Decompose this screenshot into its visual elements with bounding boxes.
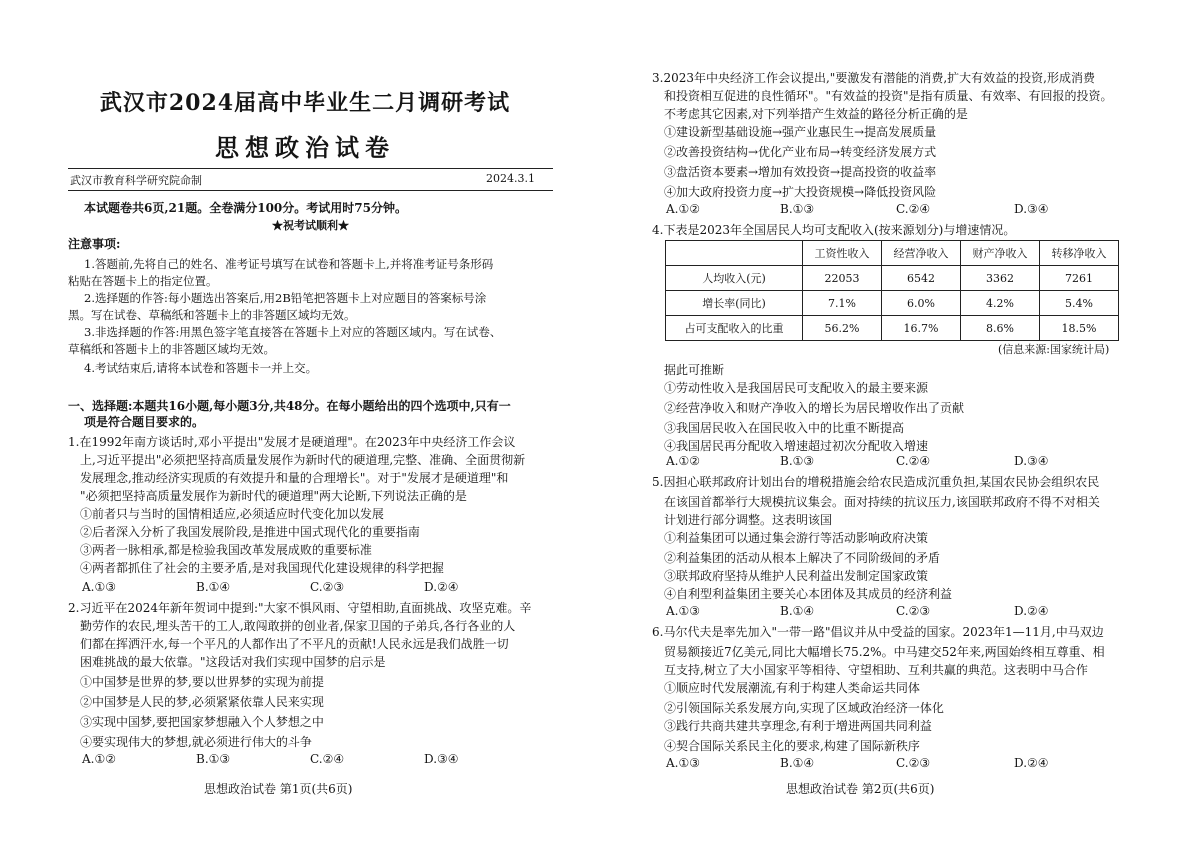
note-line: 草稿纸和答题卡上的非答题区域均无效。 <box>68 342 275 356</box>
option-c[interactable]: C.②④ <box>896 202 931 216</box>
option-c[interactable]: C.②③ <box>896 604 931 618</box>
table-header-row <box>666 241 1119 266</box>
question-4-statement: ④我国居民再分配收入增速超过初次分配收入增速 <box>664 439 929 453</box>
notes-title: 注意事项: <box>68 237 121 251</box>
option-b[interactable]: B.①④ <box>780 604 815 618</box>
exam-intro: 本试题卷共6页,21题。全卷满分100分。考试用时75分钟。 <box>84 201 407 215</box>
question-1-options <box>82 580 459 594</box>
question-3-statement: ④加大政府投资力度→扩大投资规模→降低投资风险 <box>664 185 937 199</box>
table-cell: 8.6% <box>961 316 1040 341</box>
row-label: 占可支配收入的比重 <box>666 316 803 341</box>
header-rule-bottom <box>68 190 553 191</box>
option-a[interactable]: A.①③ <box>82 580 116 594</box>
table-cell: 3362 <box>961 266 1040 291</box>
question-2-text: 们都在挥洒汗水,每一个平凡的人都作出了不平凡的贡献!人民永远是我们战胜一切 <box>80 637 509 651</box>
page-footer: 思想政治试卷 第2页(共6页) <box>786 782 935 796</box>
question-2-statement: ③实现中国梦,要把国家梦想融入个人梦想之中 <box>80 715 324 729</box>
table-cell: 22053 <box>803 266 882 291</box>
note-line: 3.非选择题的作答:用黑色签字笔直接答在答题卡上对应的答题区域内。写在试卷、 <box>84 325 502 339</box>
question-6-text: 贸易额接近7亿美元,同比大幅增长75.2%。中马建交52年来,两国始终相互尊重、相 <box>664 645 1105 659</box>
row-label: 人均收入(元) <box>666 266 803 291</box>
option-c[interactable]: C.②④ <box>896 454 931 468</box>
question-6-statement: ③践行共商共建共享理念,有利于增进两国共同利益 <box>664 719 932 733</box>
option-a[interactable]: A.①③ <box>666 756 700 770</box>
table-cell: 16.7% <box>882 316 961 341</box>
question-5-statement: ④自利型利益集团主要关心本团体及其成员的经济利益 <box>664 587 953 601</box>
question-5-statement: ①利益集团可以通过集会游行等活动影响政府决策 <box>664 531 929 545</box>
option-c[interactable]: C.②③ <box>896 756 931 770</box>
option-b[interactable]: B.①③ <box>780 202 815 216</box>
question-1-statement: ④两者都抓住了社会的主要矛盾,是对我国现代化建设规律的科学把握 <box>80 561 444 575</box>
question-3-text: 不考虑其它因素,对下列举措产生效益的路径分析正确的是 <box>664 107 968 121</box>
question-6-text: 互支持,树立了大小国家平等相待、守望相助、互利共赢的典范。这表明中马合作 <box>664 663 1088 677</box>
table-cell: 18.5% <box>1040 316 1119 341</box>
question-5-statement: ②利益集团的活动从根本上解决了不同阶级间的矛盾 <box>664 551 941 565</box>
table-cell: 7261 <box>1040 266 1119 291</box>
question-4-statement: ③我国居民收入在国民收入中的比重不断提高 <box>664 421 905 435</box>
question-3-statement: ①建设新型基础设施→强产业惠民生→提高发展质量 <box>664 125 937 139</box>
note-line: 粘贴在答题卡上的指定位置。 <box>68 274 218 288</box>
question-1-text: 上,习近平提出"必须把坚持高质量发展作为新时代的硬道理,完整、准确、全面贯彻新 <box>80 453 526 467</box>
option-d[interactable]: D.③④ <box>424 752 459 766</box>
question-1-statement: ②后者深入分析了我国发展阶段,是推进中国式现代化的重要指南 <box>80 525 420 539</box>
table-cell: 7.1% <box>803 291 882 316</box>
question-2-text: 困难挑战的最大依靠。"这段话对我们实现中国梦的启示是 <box>80 655 386 669</box>
exam-title: 武汉市2024届高中毕业生二月调研考试 <box>99 90 511 116</box>
income-table <box>665 240 1119 341</box>
question-6-statement: ④契合国际关系民主化的要求,构建了国际新秩序 <box>664 739 920 753</box>
question-3-statement: ②改善投资结构→优化产业布局→转变经济发展方式 <box>664 145 937 159</box>
question-3-options <box>666 202 1049 216</box>
option-b[interactable]: B.①③ <box>780 454 815 468</box>
question-1-statement: ③两者一脉相承,都是检验我国改革发展成败的重要标准 <box>80 543 372 557</box>
section-heading: 项是符合题目要求的。 <box>84 415 205 429</box>
option-d[interactable]: D.②④ <box>1014 604 1049 618</box>
table-row <box>666 266 1119 291</box>
table-header-cell: 工资性收入 <box>803 241 882 266</box>
table-row <box>666 291 1119 316</box>
page-footer: 思想政治试卷 第1页(共6页) <box>204 782 353 796</box>
table-cell: 6.0% <box>882 291 961 316</box>
blessing-text: ★祝考试顺利★ <box>272 219 349 232</box>
question-2-statement: ④要实现伟大的梦想,就必须进行伟大的斗争 <box>80 735 312 749</box>
option-b[interactable]: B.①③ <box>196 752 231 766</box>
question-4-intro: 4.下表是2023年全国居民人均可支配收入(按来源划分)与增速情况。 <box>652 223 1016 237</box>
question-1-text: "必须把坚持高质量发展作为新时代的硬道理"两大论断,下列说法正确的是 <box>80 489 467 503</box>
option-a[interactable]: A.①② <box>666 202 700 216</box>
exam-page-2 <box>600 0 1200 848</box>
question-6-statement: ②引领国际关系发展方向,实现了区域政治经济一体化 <box>664 701 944 715</box>
question-2-options <box>82 752 459 766</box>
question-2-text: 2.习近平在2024年新年贺词中提到:"大家不惧风雨、守望相助,直面挑战、攻坚克难。辛 <box>68 601 532 615</box>
option-d[interactable]: D.②④ <box>1014 756 1049 770</box>
question-5-text: 5.因担心联邦政府计划出台的增税措施会给农民造成沉重负担,某国农民协会组织农民 <box>652 475 1100 489</box>
option-a[interactable]: A.①② <box>666 454 700 468</box>
option-a[interactable]: A.①② <box>82 752 116 766</box>
option-b[interactable]: B.①④ <box>780 756 815 770</box>
option-d[interactable]: D.③④ <box>1014 202 1049 216</box>
table-header-cell: 财产净收入 <box>961 241 1040 266</box>
table-cell: 56.2% <box>803 316 882 341</box>
option-c[interactable]: C.②④ <box>310 752 345 766</box>
option-d[interactable]: D.②④ <box>424 580 459 594</box>
question-6-text: 6.马尔代夫是率先加入"一带一路"倡议并从中受益的国家。2023年1—11月,中马双边 <box>652 625 1104 639</box>
question-1-text: 发展理念,推动经济实现质的有效提升和量的合理增长"。对于"发展才是硬道理"和 <box>80 471 509 485</box>
data-source: (信息来源:国家统计局) <box>998 343 1110 356</box>
section-heading: 一、选择题:本题共16小题,每小题3分,共48分。在每小题给出的四个选项中,只有一 <box>68 399 511 413</box>
question-1-statement: ①前者只与当时的国情相适应,必须适应时代变化加以发展 <box>80 507 384 521</box>
question-4-text: 据此可推断 <box>664 363 725 377</box>
exam-date: 2024.3.1 <box>486 172 535 185</box>
option-b[interactable]: B.①④ <box>196 580 231 594</box>
question-6-options <box>666 756 1049 770</box>
note-line: 4.考试结束后,请将本试卷和答题卡一并上交。 <box>84 361 318 375</box>
note-line: 黑。写在试卷、草稿纸和答题卡上的非答题区域均无效。 <box>68 308 356 322</box>
publisher-label: 武汉市教育科学研究院命制 <box>70 174 202 187</box>
exam-subject-title: 思想政治试卷 <box>215 133 395 162</box>
question-3-text: 3.2023年中央经济工作会议提出,"要激发有潜能的消费,扩大有效益的投资,形成消费 <box>652 71 1095 85</box>
question-1-text: 1.在1992年南方谈话时,邓小平提出"发展才是硬道理"。在2023年中央经济工作会议 <box>68 435 516 449</box>
question-4-options <box>666 454 1049 468</box>
table-header-cell <box>666 241 803 266</box>
question-2-statement: ②中国梦是人民的梦,必须紧紧依靠人民来实现 <box>80 695 324 709</box>
table-cell: 4.2% <box>961 291 1040 316</box>
row-label: 增长率(同比) <box>666 291 803 316</box>
option-a[interactable]: A.①③ <box>666 604 700 618</box>
option-c[interactable]: C.②③ <box>310 580 345 594</box>
question-3-statement: ③盘活资本要素→增加有效投资→提高投资的收益率 <box>664 165 937 179</box>
option-d[interactable]: D.③④ <box>1014 454 1049 468</box>
header-rule-top <box>68 168 553 169</box>
question-5-statement: ③联邦政府坚持从维护人民利益出发制定国家政策 <box>664 569 929 583</box>
table-header-cell: 转移净收入 <box>1040 241 1119 266</box>
question-2-text: 勤劳作的农民,埋头苦干的工人,敢闯敢拼的创业者,保家卫国的子弟兵,各行各业的人 <box>80 619 516 633</box>
table-cell: 5.4% <box>1040 291 1119 316</box>
note-line: 1.答题前,先将自己的姓名、准考证号填写在试卷和答题卡上,并将准考证号条形码 <box>84 257 494 271</box>
question-5-text: 在该国首都举行大规模抗议集会。面对持续的抗议压力,该国联邦政府不得不对相关 <box>664 495 1100 509</box>
question-5-options <box>666 604 1049 618</box>
table-cell: 6542 <box>882 266 961 291</box>
question-2-statement: ①中国梦是世界的梦,要以世界梦的实现为前提 <box>80 675 324 689</box>
table-header-cell: 经营净收入 <box>882 241 961 266</box>
question-4-statement: ②经营净收入和财产净收入的增长为居民增收作出了贡献 <box>664 401 965 415</box>
question-3-text: 和投资相互促进的良性循环"。"有效益的投资"是指有质量、有效率、有回报的投资。 <box>664 89 1113 103</box>
question-6-statement: ①顺应时代发展潮流,有利于构建人类命运共同体 <box>664 681 920 695</box>
note-line: 2.选择题的作答:每小题选出答案后,用2B铅笔把答题卡上对应题目的答案标号涂 <box>84 291 487 305</box>
question-5-text: 计划进行部分调整。这表明该国 <box>664 513 833 527</box>
question-4-statement: ①劳动性收入是我国居民可支配收入的最主要来源 <box>664 381 929 395</box>
table-row <box>666 316 1119 341</box>
